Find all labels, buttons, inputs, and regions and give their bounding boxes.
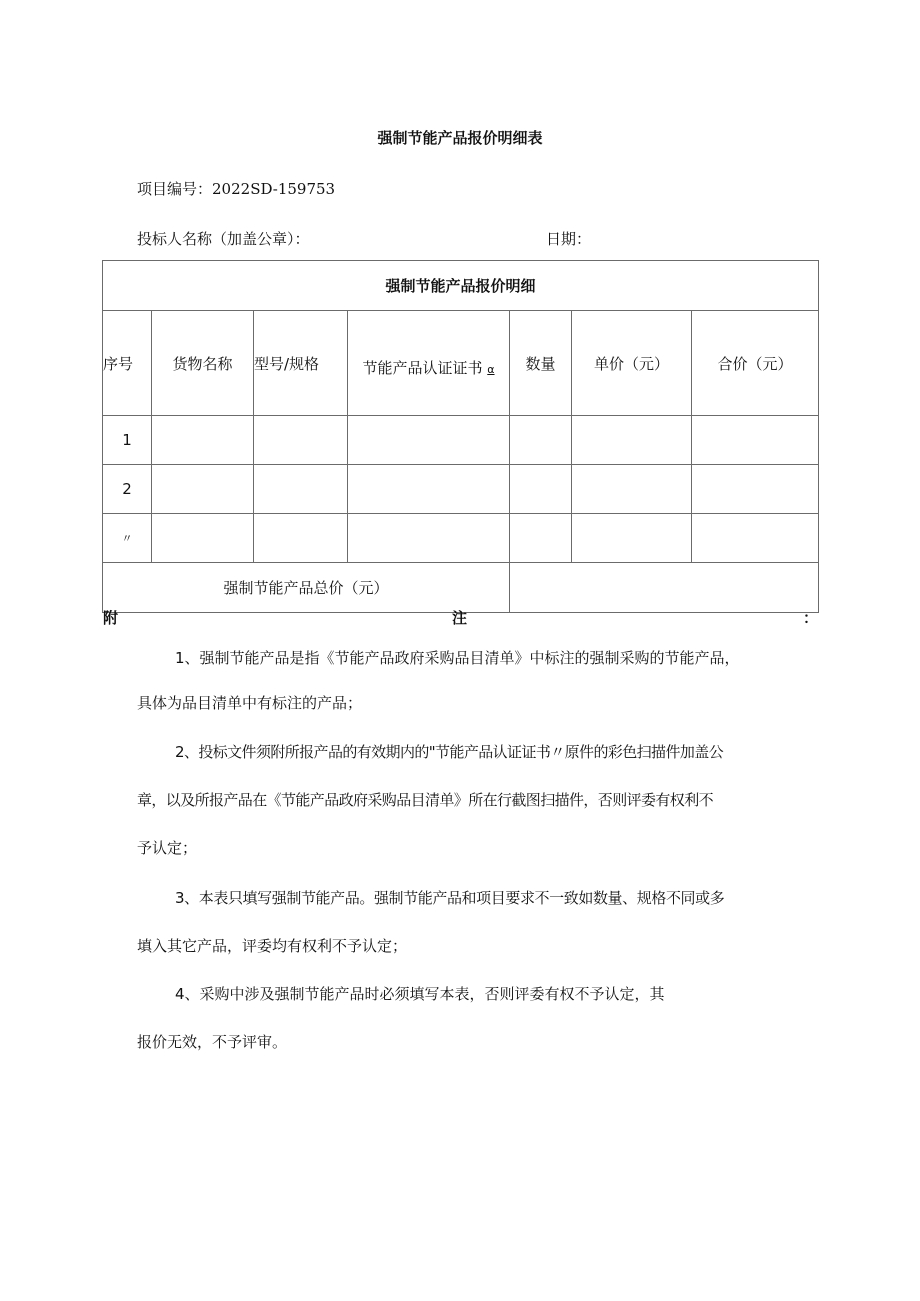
table-row: [103, 465, 819, 514]
cell-goods-name[interactable]: [152, 465, 254, 514]
cell-certificate[interactable]: [348, 416, 510, 465]
total-label: 强制节能产品总价（元）: [103, 563, 510, 613]
bidder-name-label: 投标人名称（加盖公章）：: [137, 230, 310, 248]
cell-goods-name[interactable]: [152, 514, 254, 563]
project-number: [137, 178, 335, 199]
note-1-line-1: 1、强制节能产品是指《节能产品政府采购品目清单》中标注的强制采购的节能产品，: [175, 649, 740, 667]
note-3-line-1: 3、本表只填写强制节能产品。强制节能产品和项目要求不一致如数量、规格不同或多: [175, 889, 725, 907]
header-quantity: 数量: [510, 311, 572, 416]
header-goods-name: 货物名称: [152, 311, 254, 416]
cell-quantity[interactable]: [510, 514, 572, 563]
cell-unit-price[interactable]: [572, 465, 692, 514]
quote-table: [102, 260, 819, 613]
note-2-line-2: 章，以及所报产品在《节能产品政府采购品目清单》所在行截图扫描件，否则评委有权利不: [137, 791, 714, 809]
table-row: [103, 416, 819, 465]
cell-model-spec[interactable]: [254, 514, 348, 563]
cell-model-spec[interactable]: [254, 416, 348, 465]
header-seq: 序号: [103, 311, 152, 416]
note-4-line-2: 报价无效，不予评审。: [137, 1033, 288, 1051]
cell-quantity[interactable]: [510, 465, 572, 514]
note-2-line-3: 予认定；: [137, 839, 198, 857]
cell-seq: 2: [103, 465, 152, 514]
cell-seq: 〃: [103, 514, 152, 563]
cell-total-price[interactable]: [692, 416, 819, 465]
cell-certificate[interactable]: [348, 514, 510, 563]
cell-quantity[interactable]: [510, 416, 572, 465]
header-unit-price: 单价（元）: [572, 311, 692, 416]
header-certificate-label: 节能产品认证证书: [362, 358, 483, 377]
header-certificate: [348, 311, 510, 416]
header-certificate-mark: α: [487, 362, 495, 376]
project-number-label: 项目编号：: [137, 180, 213, 198]
cell-unit-price[interactable]: [572, 416, 692, 465]
notes-heading-colon: ：: [803, 609, 819, 627]
note-3-line-2: 填入其它产品，评委均有权利不予认定；: [137, 937, 408, 955]
total-row: [103, 563, 819, 613]
note-4-line-1: 4、采购中涉及强制节能产品时必须填写本表，否则评委有权不予认定，其: [175, 985, 665, 1003]
table-row: [103, 514, 819, 563]
total-value[interactable]: [510, 563, 819, 613]
table-caption: 强制节能产品报价明细: [103, 261, 819, 311]
table-header-row: [103, 311, 819, 416]
date-label: 日期：: [546, 230, 592, 248]
notes-heading-mid: 注: [452, 609, 468, 627]
note-1-line-2: 具体为品目清单中有标注的产品；: [137, 694, 363, 712]
header-total-price: 合价（元）: [692, 311, 819, 416]
cell-goods-name[interactable]: [152, 416, 254, 465]
cell-unit-price[interactable]: [572, 514, 692, 563]
notes-heading-left: 附: [103, 609, 119, 627]
note-2-line-1: 2、投标文件须附所报产品的有效期内的"节能产品认证证书〃原件的彩色扫描件加盖公: [175, 743, 724, 761]
document-title: 强制节能产品报价明细表: [377, 129, 543, 147]
project-number-value: 2022SD-159753: [212, 180, 336, 198]
cell-total-price[interactable]: [692, 514, 819, 563]
header-model-spec: 型号/规格: [254, 311, 348, 416]
cell-seq: 1: [103, 416, 152, 465]
cell-certificate[interactable]: [348, 465, 510, 514]
cell-model-spec[interactable]: [254, 465, 348, 514]
cell-total-price[interactable]: [692, 465, 819, 514]
